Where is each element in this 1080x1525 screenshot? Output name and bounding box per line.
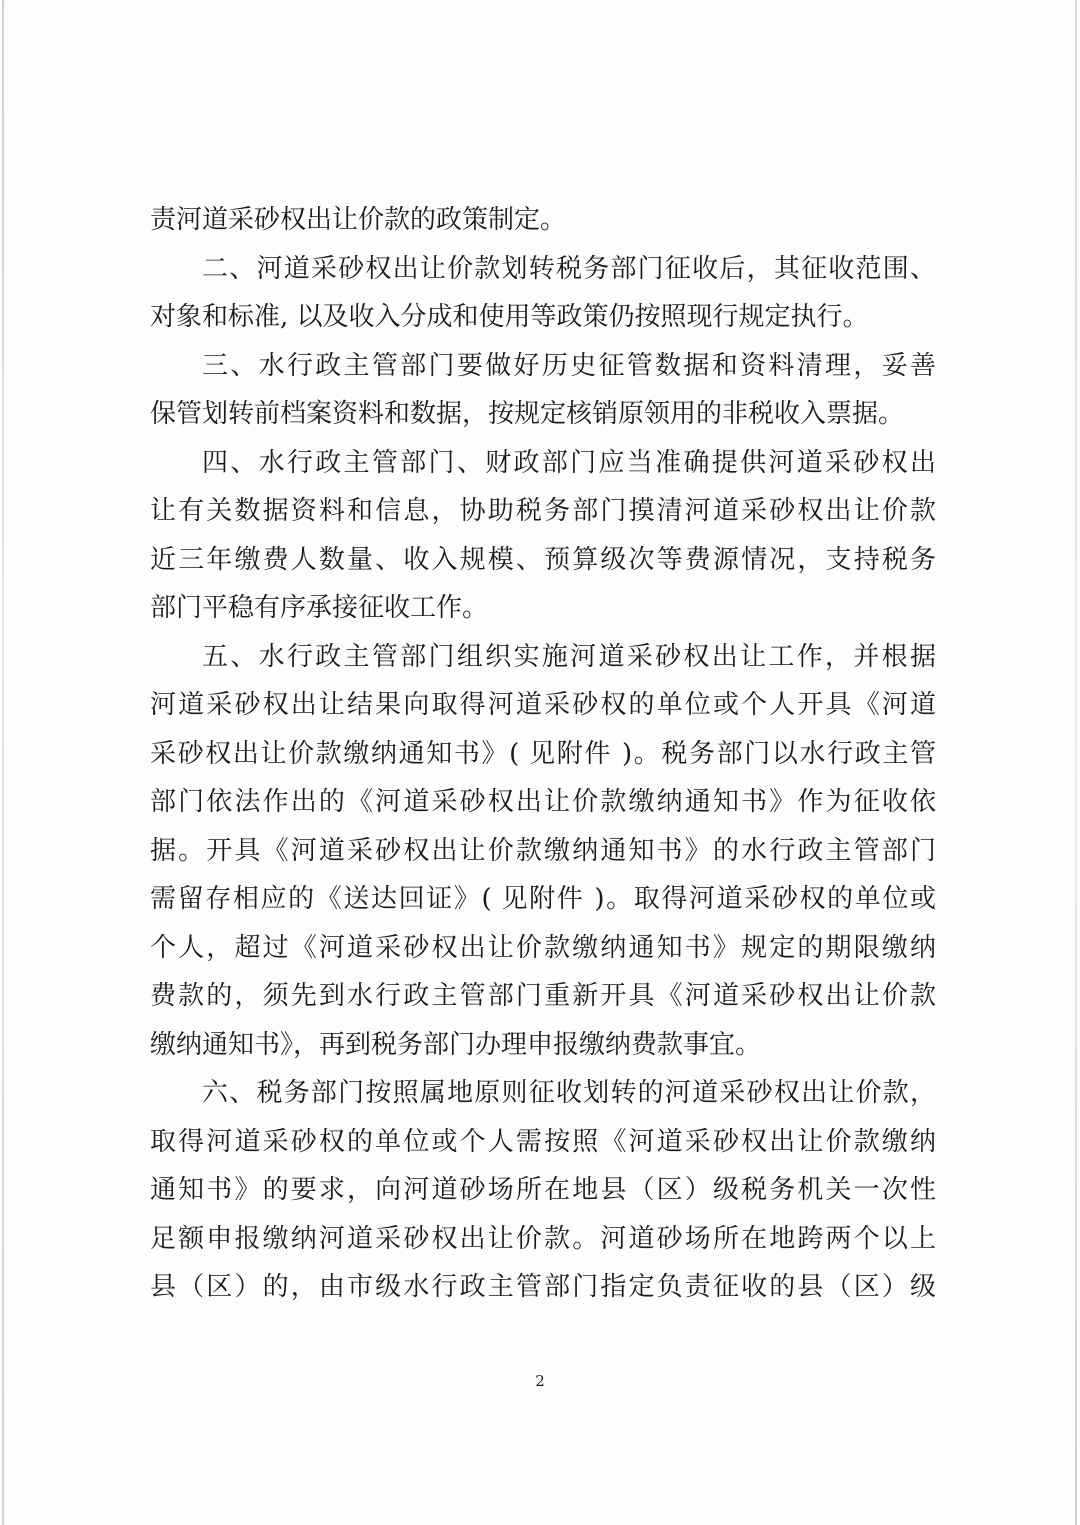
text-line: 通知书》的要求，向河道砂场所在地县（区）级税务机关一次性 (150, 1175, 936, 1205)
text-line: 采砂权出让价款缴纳通知书》( 见附件 )。税务部门以水行政主管 (150, 738, 936, 769)
scan-edge-right (1075, 0, 1077, 1525)
text-line: 让有关数据资料和信息，协助税务部门摸清河道采砂权出让价款 (150, 496, 936, 526)
text-line: 个人，超过《河道采砂权出让价款缴纳通知书》规定的期限缴纳 (150, 932, 936, 963)
text-line: 对象和标准, 以及收入分成和使用等政策仍按照现行规定执行。 (150, 302, 869, 332)
page-number: 2 (535, 1372, 545, 1390)
text-line: 足额申报缴纳河道采砂权出让价款。河道砂场所在地跨两个以上 (150, 1223, 936, 1254)
text-line: 责河道采砂权出让价款的政策制定。 (150, 205, 567, 235)
text-line: 保管划转前档案资料和数据，按规定核销原领用的非税收入票据。 (150, 399, 905, 429)
text-line: 四、水行政主管部门、财政部门应当准确提供河道采砂权出 (202, 447, 936, 478)
text-line: 取得河道采砂权的单位或个人需按照《河道采砂权出让价款缴纳 (150, 1126, 936, 1157)
text-line: 六、税务部门按照属地原则征收划转的河道采砂权出让价款， (202, 1078, 936, 1108)
text-line: 二、河道采砂权出让价款划转税务部门征收后，其征收范围、 (202, 253, 936, 284)
document-body (150, 196, 936, 1312)
text-line: 县（区）的，由市级水行政主管部门指定负责征收的县（区）级 (150, 1272, 936, 1302)
text-line: 部门平稳有序承接征收工作。 (150, 593, 489, 623)
text-line: 河道采砂权出让结果向取得河道采砂权的单位或个人开具《河道 (150, 690, 936, 720)
scan-edge-left (2, 0, 4, 1525)
text-line: 三、水行政主管部门要做好历史征管数据和资料清理，妥善 (202, 350, 936, 381)
text-line: 五、水行政主管部门组织实施河道采砂权出让工作，并根据 (202, 641, 936, 672)
text-line: 需留存相应的《送达回证》( 见附件 )。取得河道采砂权的单位或 (150, 884, 936, 914)
text-line: 近三年缴费人数量、收入规模、预算级次等费源情况，支持税务 (150, 544, 936, 575)
text-line: 费款的，须先到水行政主管部门重新开具《河道采砂权出让价款 (150, 981, 936, 1011)
text-line: 部门依法作出的《河道采砂权出让价款缴纳通知书》作为征收依 (150, 787, 936, 817)
text-line: 据。开具《河道采砂权出让价款缴纳通知书》的水行政主管部门 (150, 835, 936, 866)
text-line: 缴纳通知书》，再到税务部门办理申报缴纳费款事宜。 (150, 1029, 762, 1060)
